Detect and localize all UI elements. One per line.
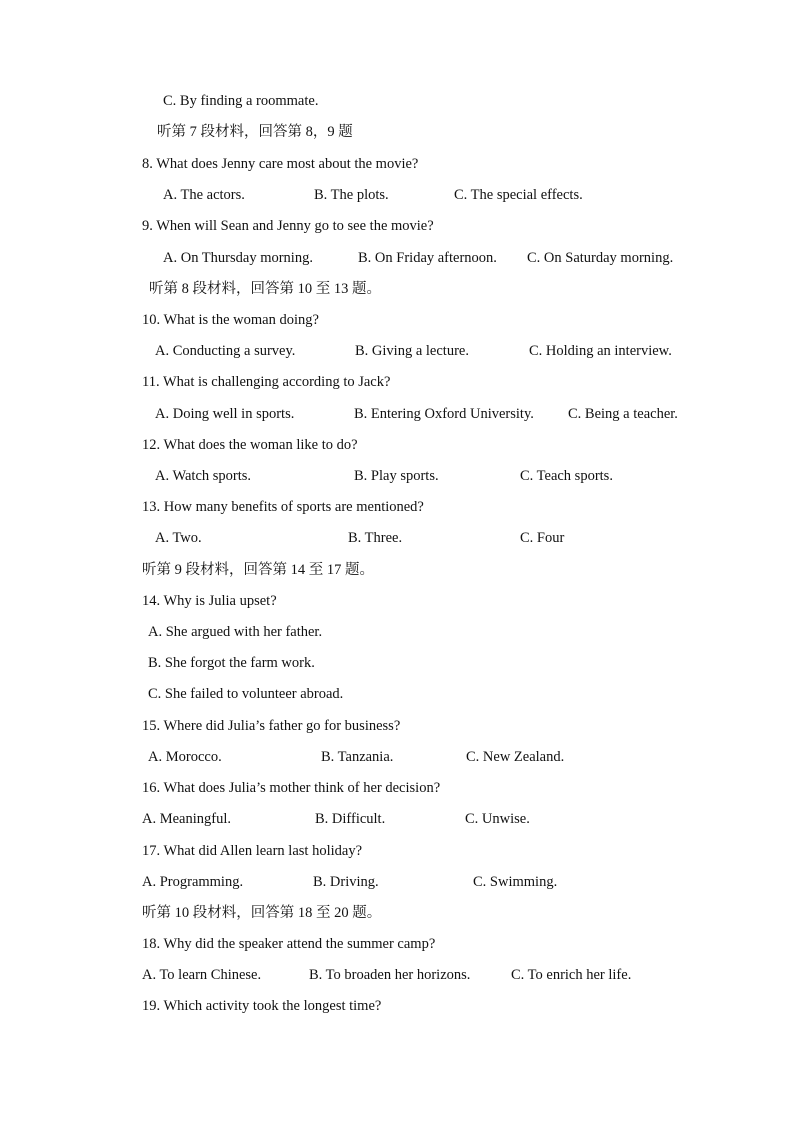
- question-17-option-c: C. Swimming.: [473, 874, 558, 890]
- question-17-option-b: B. Driving.: [313, 874, 379, 890]
- section-heading-9: 听第 9 段材料，回答第 14 至 17 题。: [142, 562, 374, 578]
- question-18-option-a: A. To learn Chinese.: [142, 967, 262, 983]
- question-8: 8. What does Jenny care most about the movie?: [142, 156, 419, 172]
- question-10-option-c: C. Holding an interview.: [529, 343, 672, 359]
- question-14: 14. Why is Julia upset?: [142, 593, 277, 609]
- question-9-option-b: B. On Friday afternoon.: [358, 250, 497, 266]
- section-heading-8: 听第 8 段材料，回答第 10 至 13 题。: [149, 281, 381, 297]
- question-9: 9. When will Sean and Jenny go to see the movie?: [142, 218, 434, 234]
- section-heading-10: 听第 10 段材料，回答第 18 至 20 题。: [142, 905, 382, 921]
- question-10: 10. What is the woman doing?: [142, 312, 319, 328]
- option-c-q7: C. By finding a roommate.: [163, 93, 319, 109]
- question-15-option-b: B. Tanzania.: [321, 749, 394, 765]
- question-19: 19. Which activity took the longest time?: [142, 998, 382, 1014]
- question-10-option-b: B. Giving a lecture.: [355, 343, 469, 359]
- question-15-option-a: A. Morocco.: [148, 749, 222, 765]
- question-16: 16. What does Julia’s mother think of her decision?: [142, 780, 441, 796]
- question-14-option-c: C. She failed to volunteer abroad.: [148, 686, 344, 702]
- question-15-option-c: C. New Zealand.: [466, 749, 565, 765]
- question-11-option-b: B. Entering Oxford University.: [354, 406, 534, 422]
- question-12-option-b: B. Play sports.: [354, 468, 439, 484]
- question-11-option-c: C. Being a teacher.: [568, 406, 678, 422]
- question-8-option-c: C. The special effects.: [454, 187, 583, 203]
- question-9-option-c: C. On Saturday morning.: [527, 250, 674, 266]
- question-11-option-a: A. Doing well in sports.: [155, 406, 295, 422]
- question-17-option-a: A. Programming.: [142, 874, 244, 890]
- question-11: 11. What is challenging according to Jack?: [142, 374, 391, 390]
- section-heading-7: 听第 7 段材料，回答第 8，9 题: [157, 124, 353, 140]
- question-9-option-a: A. On Thursday morning.: [163, 250, 313, 266]
- question-13: 13. How many benefits of sports are mentioned?: [142, 499, 424, 515]
- question-12-option-c: C. Teach sports.: [520, 468, 613, 484]
- question-8-option-a: A. The actors.: [163, 187, 245, 203]
- question-15: 15. Where did Julia’s father go for business?: [142, 718, 401, 734]
- question-12: 12. What does the woman like to do?: [142, 437, 358, 453]
- question-16-option-a: A. Meaningful.: [142, 811, 231, 827]
- question-8-option-b: B. The plots.: [314, 187, 389, 203]
- question-18-option-c: C. To enrich her life.: [511, 967, 632, 983]
- question-13-option-a: A. Two.: [155, 530, 202, 546]
- question-16-option-c: C. Unwise.: [465, 811, 530, 827]
- question-12-option-a: A. Watch sports.: [155, 468, 252, 484]
- question-13-option-b: B. Three.: [348, 530, 403, 546]
- question-14-option-b: B. She forgot the farm work.: [148, 655, 315, 671]
- question-17: 17. What did Allen learn last holiday?: [142, 843, 362, 859]
- question-18-option-b: B. To broaden her horizons.: [309, 967, 471, 983]
- question-16-option-b: B. Difficult.: [315, 811, 386, 827]
- question-14-option-a: A. She argued with her father.: [148, 624, 323, 640]
- question-18: 18. Why did the speaker attend the summer camp?: [142, 936, 436, 952]
- question-13-option-c: C. Four: [520, 530, 565, 546]
- question-10-option-a: A. Conducting a survey.: [155, 343, 296, 359]
